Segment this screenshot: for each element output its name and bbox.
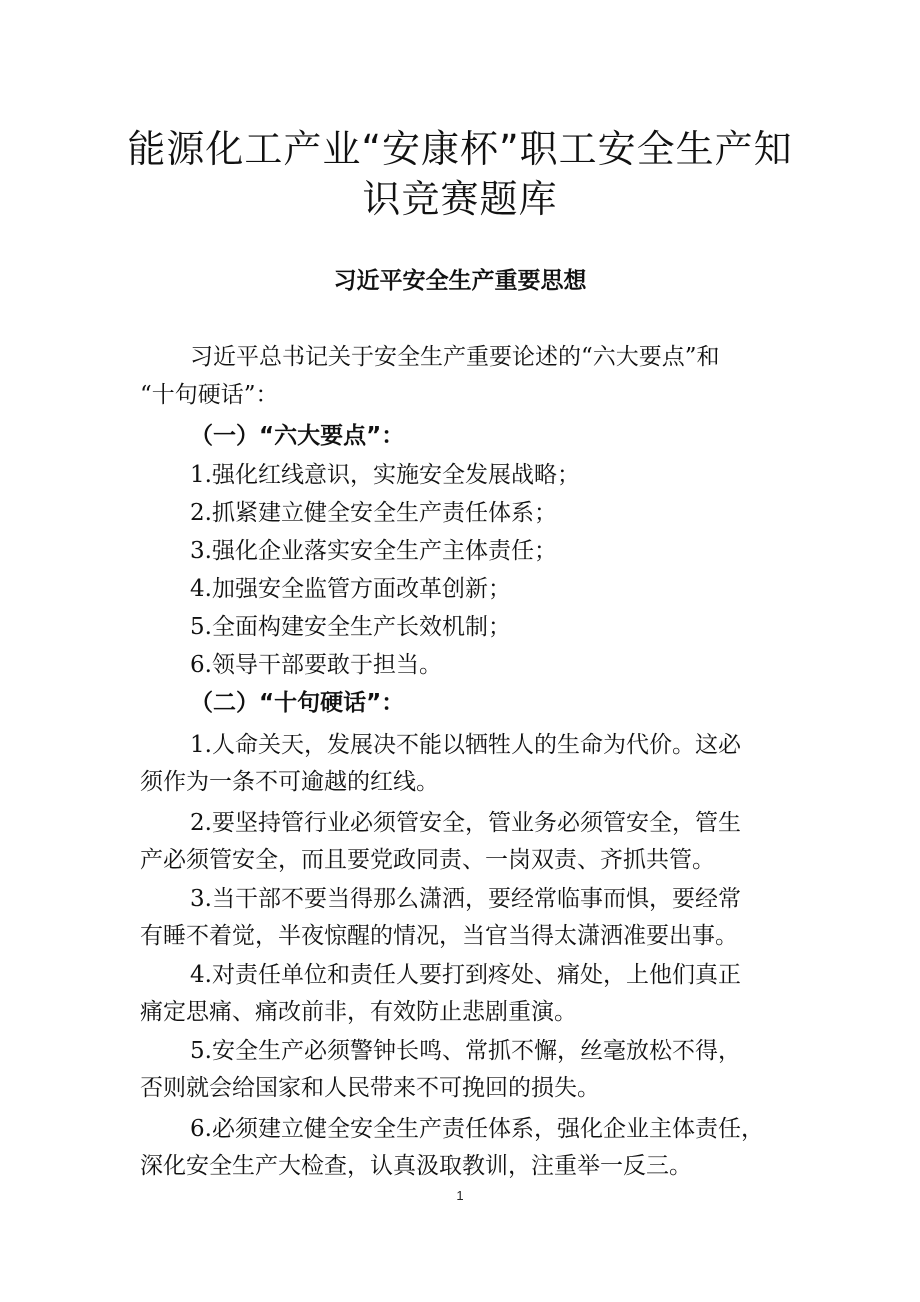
point-item: 3.强化企业落实安全生产主体责任； — [190, 538, 557, 564]
statement-line-first: 5.安全生产必须警钟长鸣、常抓不懈，丝毫放松不得， — [190, 1038, 741, 1064]
statement-line-first: 3.当干部不要当得那么潇洒，要经常临事而惧，要经常 — [190, 886, 741, 912]
statement-line-first: 6.必须建立健全安全生产责任体系，强化企业主体责任， — [190, 1116, 764, 1142]
document-title-line-2: 识竞赛题库 — [362, 177, 558, 221]
page-number: 1 — [456, 1188, 464, 1203]
intro-paragraph-line-2: “十句硬话”： — [140, 382, 279, 408]
statement-line-continued: 产必须管安全，而且要党政同责、一岗双责、齐抓共管。 — [140, 847, 715, 873]
statement-line-first: 1.人命关天，发展决不能以牺牲人的生命为代价。这必 — [190, 732, 741, 758]
statement-line-first: 4.对责任单位和责任人要打到疼处、痛处，上他们真正 — [190, 962, 741, 988]
point-item: 1.强化红线意识，实施安全发展战略； — [190, 462, 580, 488]
subsection-heading-ten-statements: （二）“十句硬话”： — [190, 690, 405, 716]
statement-line-continued: 有睡不着觉，半夜惊醒的情况，当官当得太潇洒准要出事。 — [140, 923, 738, 949]
statement-line-continued: 否则就会给国家和人民带来不可挽回的损失。 — [140, 1075, 600, 1101]
point-item: 6.领导干部要敢于担当。 — [190, 652, 442, 678]
point-item: 4.加强安全监管方面改革创新； — [190, 576, 511, 602]
document-title-line-1: 能源化工产业“安康杯”职工安全生产知 — [127, 127, 793, 171]
statement-line-first: 2.要坚持管行业必须管安全，管业务必须管安全，管生 — [190, 810, 741, 836]
section-heading: 习近平安全生产重要思想 — [333, 268, 587, 294]
statement-line-continued: 痛定思痛、痛改前非，有效防止悲剧重演。 — [140, 999, 577, 1025]
statement-line-continued: 深化安全生产大检查，认真汲取教训，注重举一反三。 — [140, 1153, 692, 1179]
subsection-heading-six-points: （一）“六大要点”： — [190, 423, 405, 449]
intro-paragraph-line-1: 习近平总书记关于安全生产重要论述的“六大要点”和 — [190, 344, 720, 370]
statement-line-continued: 须作为一条不可逾越的红线。 — [140, 769, 439, 795]
point-item: 5.全面构建安全生产长效机制； — [190, 614, 511, 640]
point-item: 2.抓紧建立健全安全生产责任体系； — [190, 500, 557, 526]
